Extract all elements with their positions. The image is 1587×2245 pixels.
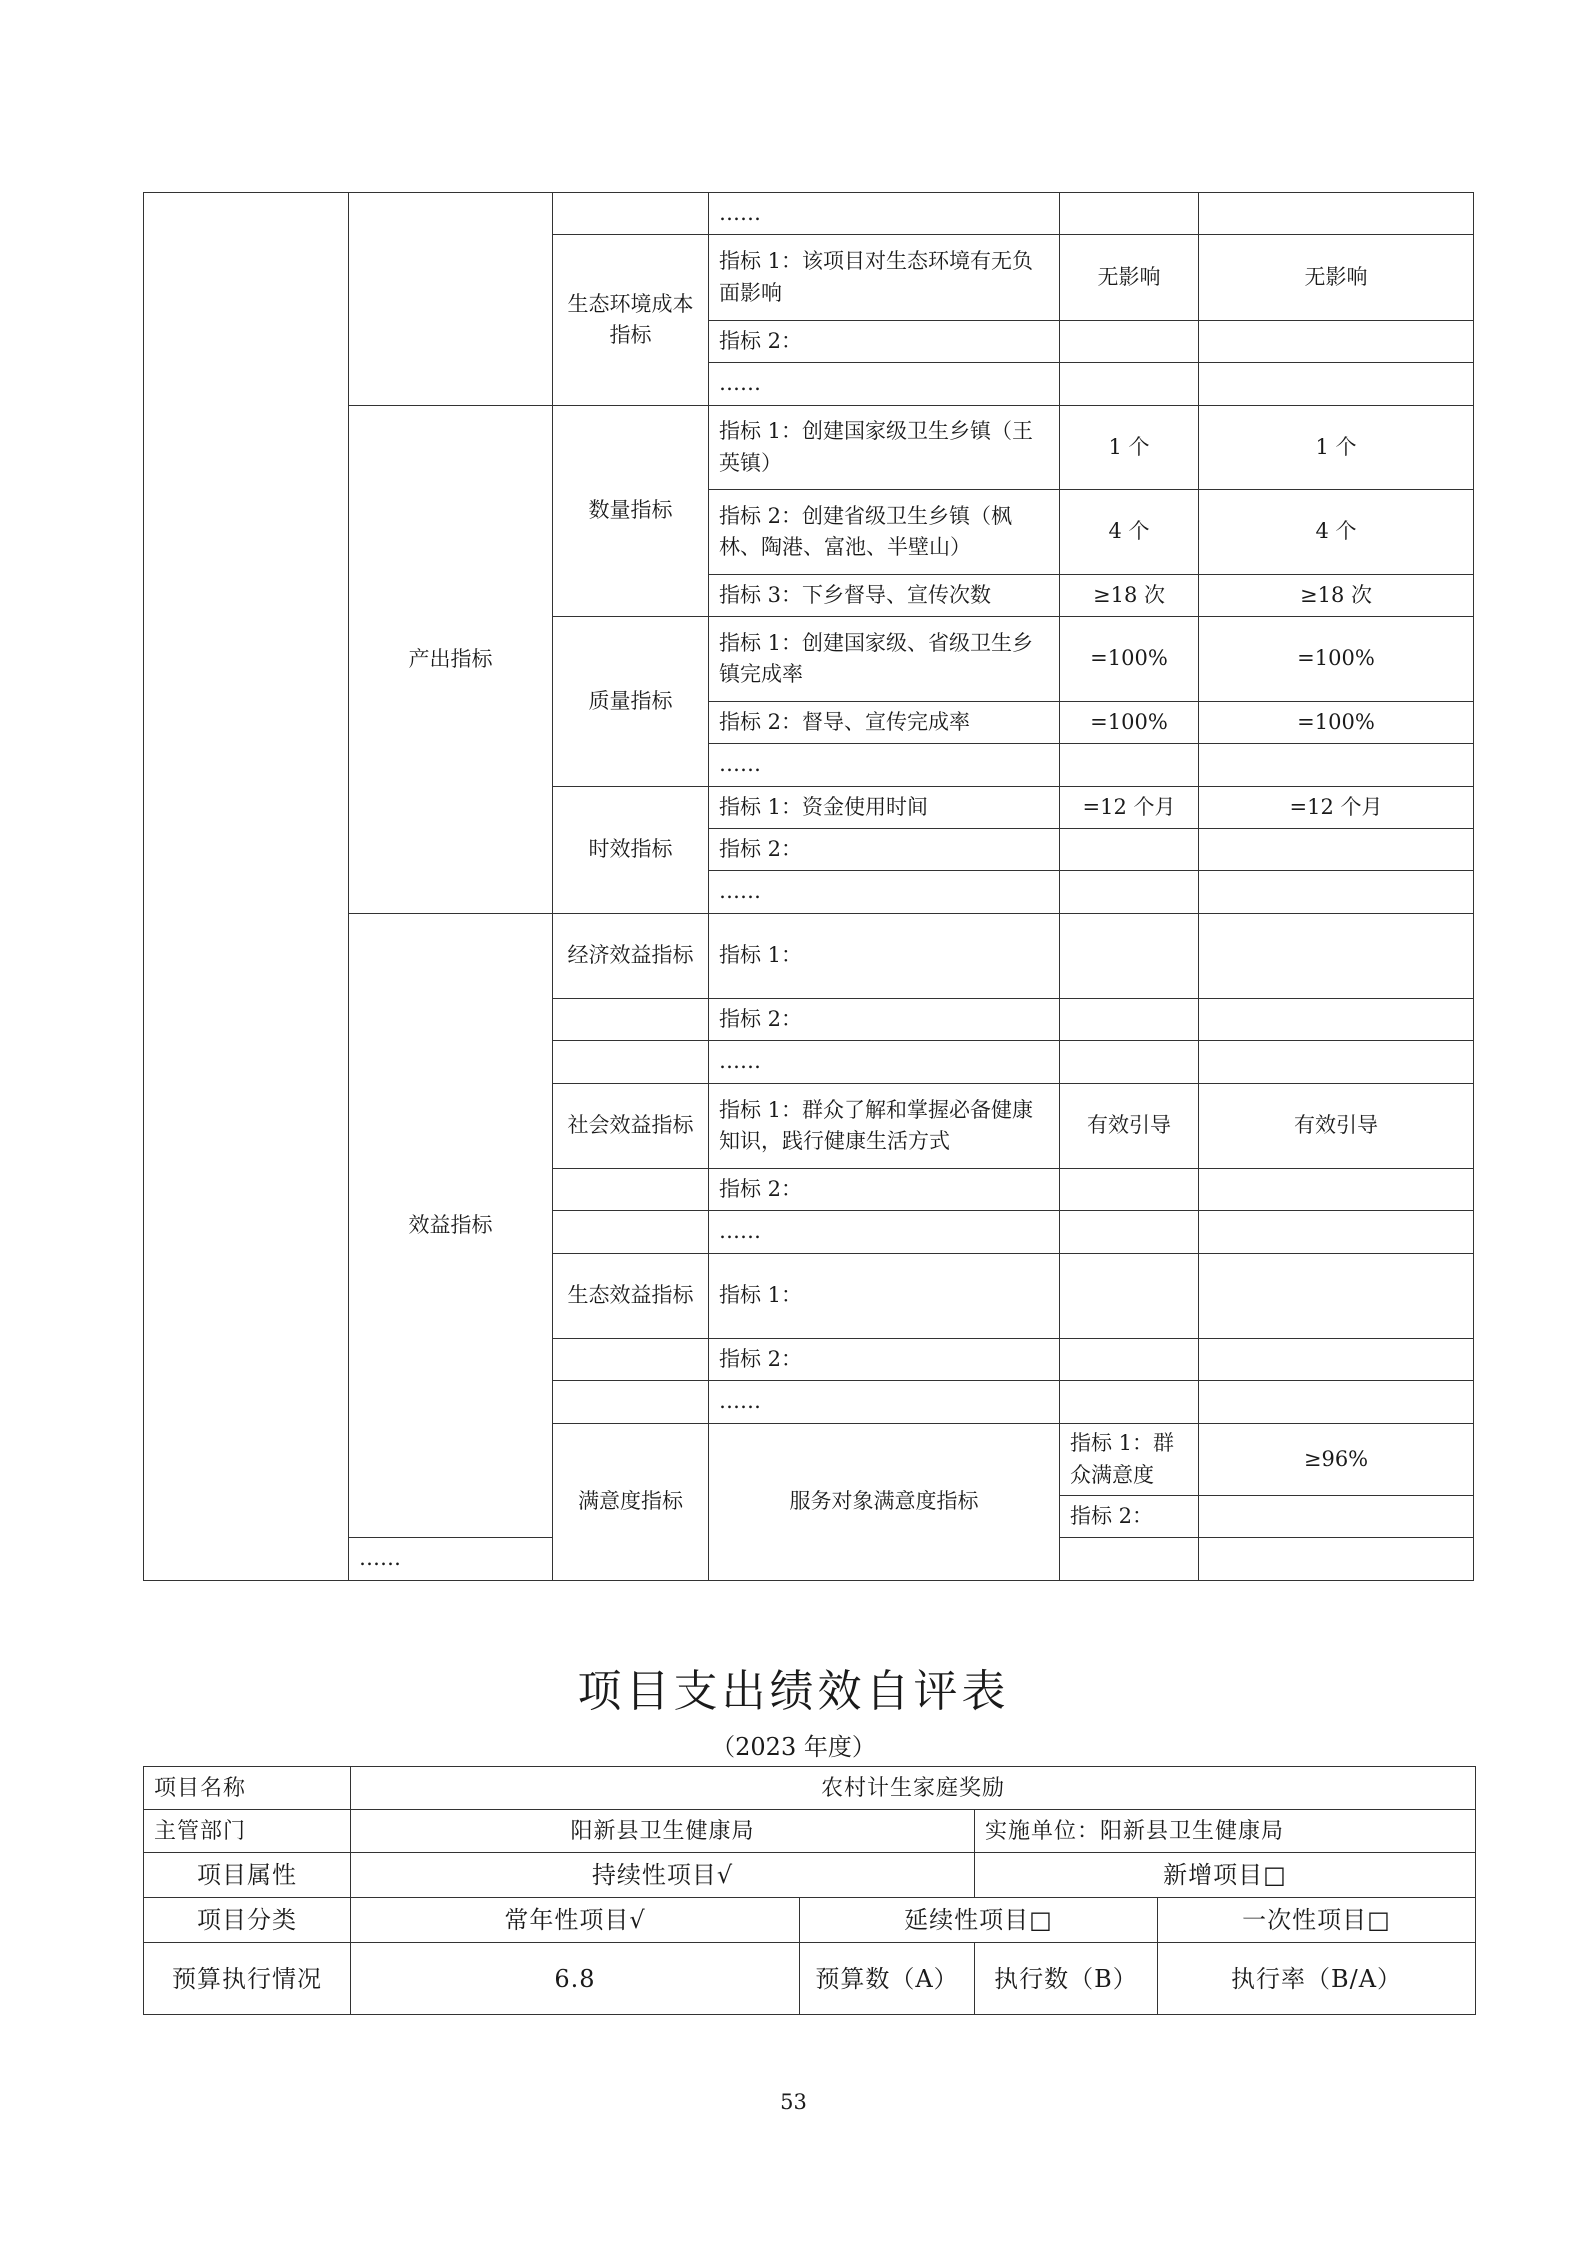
quantity-indicator-label: 数量指标 [553, 406, 709, 617]
actual-cell: 无影响 [1199, 235, 1474, 321]
target-cell: 无影响 [1060, 235, 1199, 321]
attr-continuing: 持续性项目√ [351, 1853, 975, 1898]
project-name-label: 项目名称 [144, 1767, 351, 1810]
social-benefit-label: 社会效益指标 [553, 1084, 709, 1169]
eco-cost-category: 生态环境成本指标 [553, 235, 709, 406]
attr-new: 新增项目□ [975, 1853, 1476, 1898]
budget-label: 预算执行情况 [144, 1943, 351, 2015]
benefit-indicator-label: 效益指标 [349, 914, 553, 1538]
form-year: （2023 年度） [711, 1733, 876, 1761]
project-name: 农村计生家庭奖励 [351, 1767, 1476, 1810]
service-satisfaction-label: 服务对象满意度指标 [709, 1424, 1060, 1581]
indicator-cell: …… [709, 193, 1060, 235]
class-onetime: 一次性项目□ [1158, 1898, 1476, 1943]
budget-value: 6.8 [351, 1943, 800, 2015]
class-extended: 延续性项目□ [800, 1898, 1158, 1943]
indicator-cell: 指标 1：该项目对生态环境有无负面影响 [709, 235, 1060, 321]
performance-indicator-table: …… 生态环境成本指标 指标 1：该项目对生态环境有无负面影响 无影响 无影响 指标 2： …… 产出指标 数量指标 指标 1：创建国家级卫生乡镇（王英镇） 1 个 1 个 指标 2：创建省级卫生乡镇（枫林、陶港、富池、半壁山） 4 个 4 个 指标 3：下乡督导、宣传次数 ≥18 次 ≥18 次 质量指标 指标 1：创建国家级、省级卫生乡镇完成率 =100% =100% 指标 2：督导、宣传完成率 =100% =100% …… 时效指标 指标 1：资金使用时间 =12 个月 =12 个月 指标 2： …… 效益指标 经济效益指标 指标 1： 指标 2： …… 社会效益指标 指标 1：群众了解和掌握必备健康知识，践行健康生活方式 有效引导 有效引导 指标 2： …… 生态效益指标 指标 1： 指标 2： …… 满意度指标 服务对象满意度指标 指标 1：群众满意度 ≥96% 指标 2： …… [143, 192, 1474, 1581]
timeliness-indicator-label: 时效指标 [553, 787, 709, 914]
budget-rate: 执行率（B/A） [1158, 1943, 1476, 2015]
second-level-empty-cell [349, 193, 553, 406]
dept-value: 阳新县卫生健康局 [351, 1810, 975, 1853]
dept-label: 主管部门 [144, 1810, 351, 1853]
page-number: 53 [780, 2090, 807, 2114]
attr-label: 项目属性 [144, 1853, 351, 1898]
first-level-empty-cell [144, 193, 349, 1581]
class-regular: 常年性项目√ [351, 1898, 800, 1943]
budget-a: 预算数（A） [800, 1943, 975, 2015]
implementer: 实施单位：阳新县卫生健康局 [975, 1810, 1476, 1853]
self-evaluation-form [143, 1766, 1476, 2015]
satisfaction-indicator-label: 满意度指标 [553, 1424, 709, 1581]
form-title: 项目支出绩效自评表 [577, 1666, 1010, 1717]
ecological-benefit-label: 生态效益指标 [553, 1254, 709, 1339]
output-indicator-label: 产出指标 [349, 406, 553, 914]
class-label: 项目分类 [144, 1898, 351, 1943]
budget-b: 执行数（B） [975, 1943, 1158, 2015]
economic-benefit-label: 经济效益指标 [553, 914, 709, 999]
quality-indicator-label: 质量指标 [553, 617, 709, 787]
